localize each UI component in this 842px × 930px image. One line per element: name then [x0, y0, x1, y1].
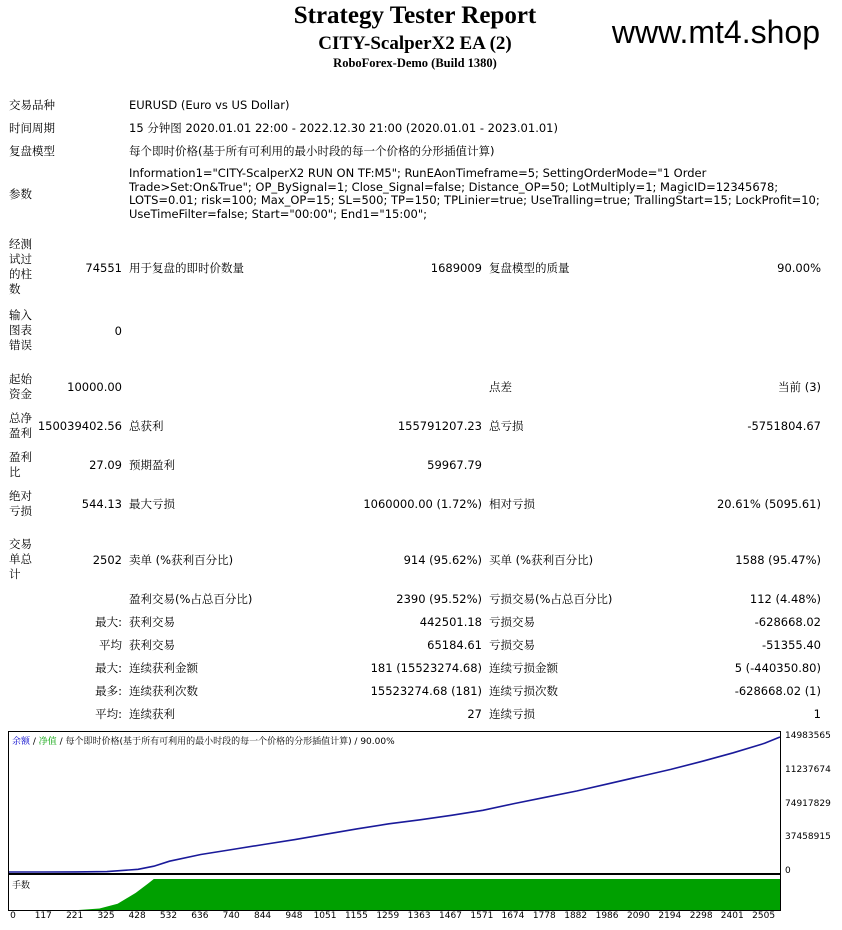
- x-tick-label: 844: [253, 911, 272, 921]
- profit-factor-label: 盈利比: [9, 450, 32, 479]
- bars-label: 经测试过的柱数: [9, 237, 32, 296]
- bars-value: 74551: [85, 261, 122, 275]
- profit-trades-value: 2390 (95.52%): [396, 592, 482, 606]
- x-tick-label: 1778: [532, 911, 556, 921]
- consecutive-profit-count-value: 15523274.68 (181): [370, 684, 482, 698]
- deposit-value: 10000.00: [67, 380, 122, 394]
- x-tick-label: 740: [222, 911, 240, 921]
- expected-payoff-label: 预期盈利: [129, 458, 175, 472]
- consecutive-wins-money-label: 连续获利金额: [129, 661, 198, 675]
- broker-name: RoboForex-Demo (Build 1380): [333, 56, 497, 70]
- average-label: 平均: [99, 638, 122, 652]
- balance-plot: [9, 732, 780, 873]
- legend-balance: 余额: [12, 737, 31, 747]
- y-tick-label: 37458915: [785, 832, 831, 843]
- x-tick-label: 2194: [658, 911, 682, 921]
- absolute-drawdown-label: 绝对亏损: [9, 489, 32, 518]
- average-consecutive-losses-label: 连续亏损: [489, 707, 535, 721]
- consecutive-loss-count-label: 连续亏损次数: [489, 684, 558, 698]
- x-tick-label: 1986: [595, 911, 619, 921]
- x-tick-label: 0: [10, 911, 16, 921]
- y-tick-label: 74917829: [785, 798, 831, 809]
- x-tick-label: 1363: [407, 911, 431, 921]
- report-title: Strategy Tester Report: [293, 2, 537, 29]
- average-consecutive-losses-value: 1: [813, 707, 821, 721]
- consecutive-losses-money-value: 5 (-440350.80): [734, 661, 821, 675]
- absolute-drawdown-value: 544.13: [81, 497, 122, 511]
- consecutive-losses-money-label: 连续亏损金额: [489, 661, 558, 675]
- y-tick-label: 14983565: [785, 731, 831, 742]
- average-loss-label: 亏损交易: [489, 638, 535, 652]
- lots-area: [9, 879, 780, 910]
- x-tick-label: 428: [128, 911, 146, 921]
- long-positions-label: 买单 (%获利百分比): [489, 553, 594, 567]
- gross-loss-label: 总亏损: [489, 419, 524, 433]
- y-tick-label: 11237674: [785, 764, 831, 775]
- average-consecutive-wins-value: 27: [467, 707, 482, 721]
- long-positions-value: 1588 (95.47%): [735, 553, 821, 567]
- x-tick-label: 1051: [313, 911, 337, 921]
- legend-separator: /: [30, 737, 39, 747]
- average-profit-label: 获利交易: [129, 638, 175, 652]
- relative-drawdown-label: 相对亏损: [489, 497, 535, 511]
- x-tick-label: 1571: [470, 911, 494, 921]
- x-tick-label: 532: [159, 911, 178, 921]
- quality-value: 90.00%: [777, 261, 821, 275]
- period-value: 15 分钟图 2020.01.01 22:00 - 2022.12.30 21:00 (2020.01.01 - 2023.01.01): [129, 121, 558, 135]
- average-consecutive-label: 平均:: [95, 707, 122, 721]
- short-positions-value: 914 (95.62%): [403, 553, 482, 567]
- y-tick-label: 0: [785, 866, 791, 876]
- gross-loss-value: -5751804.67: [747, 419, 821, 433]
- x-tick-label: 2090: [626, 911, 650, 921]
- spread-label: 点差: [489, 380, 512, 394]
- loss-trades-value: 112 (4.48%): [749, 592, 821, 606]
- period-label: 时间周期: [9, 121, 55, 135]
- legend-model: / 每个即时价格(基于所有可利用的最小时段的每一个价格的分形插值计算) / 90.00%: [56, 737, 395, 747]
- legend-equity: 净值: [38, 737, 57, 747]
- params-value: Information1="CITY-ScalperX2 RUN ON TF:M5"; RunEAonTimeframe=5; SettingOrderMode="1 Order Trade>Set:On&True"; OP_BySignal=1; Close_Signal=false; Distance_OP=50; LotMultiply=1; MagicID=12345678; LOTS=0.01; risk=100; Max_OP=15; SL=500; TP=150; TPLinier=true; UseTralling=true; TrallingStart=15; LockProfit=10; UseTimeFilter=false; Start="00:00"; End1="15:00";: [129, 166, 820, 221]
- largest-loss-value: -628668.02: [754, 615, 821, 629]
- x-tick-label: 948: [285, 911, 303, 921]
- deposit-label: 起始资金: [9, 372, 32, 401]
- watermark-text: www.mt4.shop: [611, 14, 820, 50]
- ticks-value: 1689009: [430, 261, 482, 275]
- model-value: 每个即时价格(基于所有可利用的最小时段的每一个价格的分形插值计算): [129, 144, 495, 158]
- symbol-value: EURUSD (Euro vs US Dollar): [129, 98, 290, 112]
- expert-name: CITY-ScalperX2 EA (2): [318, 33, 512, 54]
- largest-profit-value: 442501.18: [419, 615, 482, 629]
- spread-value: 当前 (3): [778, 380, 821, 394]
- lots-plot: [9, 875, 780, 910]
- average-consecutive-wins-label: 连续获利: [129, 707, 175, 721]
- errors-value: 0: [114, 324, 122, 338]
- balance-chart: [8, 731, 781, 874]
- lots-chart: [8, 874, 781, 911]
- x-tick-label: 1155: [344, 911, 368, 921]
- largest-label: 最大:: [95, 615, 122, 629]
- max-drawdown-label: 最大亏损: [129, 497, 175, 511]
- errors-label: 输入图表错误: [9, 308, 32, 352]
- params-label: 参数: [9, 187, 32, 201]
- relative-drawdown-value: 20.61% (5095.61): [716, 497, 821, 511]
- maximum-label: 最大:: [95, 661, 122, 675]
- x-tick-label: 325: [97, 911, 115, 921]
- x-tick-label: 1674: [501, 911, 525, 921]
- x-tick-label: 1467: [439, 911, 462, 921]
- x-tick-label: 2401: [720, 911, 744, 921]
- profit-trades-label: 盈利交易(%占总百分比): [129, 592, 253, 606]
- expected-payoff-value: 59967.79: [427, 458, 482, 472]
- gross-profit-value: 155791207.23: [397, 419, 482, 433]
- consecutive-wins-money-value: 181 (15523274.68): [370, 661, 482, 675]
- total-trades-label: 交易单总计: [9, 537, 32, 581]
- x-tick-label: 2505: [752, 911, 776, 921]
- largest-loss-label: 亏损交易: [489, 615, 535, 629]
- max-drawdown-value: 1060000.00 (1.72%): [363, 497, 482, 511]
- average-loss-value: -51355.40: [761, 638, 821, 652]
- x-tick-label: 1259: [376, 911, 400, 921]
- consecutive-profit-count-label: 连续获利次数: [129, 684, 198, 698]
- consecutive-loss-count-value: -628668.02 (1): [734, 684, 821, 698]
- average-profit-value: 65184.61: [427, 638, 482, 652]
- x-tick-label: 2298: [689, 911, 713, 921]
- x-tick-label: 1882: [564, 911, 588, 921]
- x-tick-label: 221: [66, 911, 84, 921]
- ticks-label: 用于复盘的即时价数量: [129, 261, 244, 275]
- x-tick-label: 636: [191, 911, 209, 921]
- profit-factor-value: 27.09: [89, 458, 122, 472]
- largest-profit-label: 获利交易: [129, 615, 175, 629]
- x-tick-label: 117: [34, 911, 52, 921]
- symbol-label: 交易品种: [9, 98, 55, 112]
- model-label: 复盘模型: [9, 144, 55, 158]
- gross-profit-label: 总获利: [129, 419, 164, 433]
- quality-label: 复盘模型的质量: [489, 261, 570, 275]
- balance-line: [9, 737, 780, 872]
- total-trades-value: 2502: [92, 553, 122, 567]
- loss-trades-label: 亏损交易(%占总百分比): [489, 592, 613, 606]
- short-positions-label: 卖单 (%获利百分比): [129, 553, 234, 567]
- net-profit-label: 总净盈利: [9, 411, 32, 440]
- lots-legend: 手数: [12, 881, 31, 891]
- most-label: 最多:: [95, 684, 122, 698]
- net-profit-value: 150039402.56: [37, 419, 122, 433]
